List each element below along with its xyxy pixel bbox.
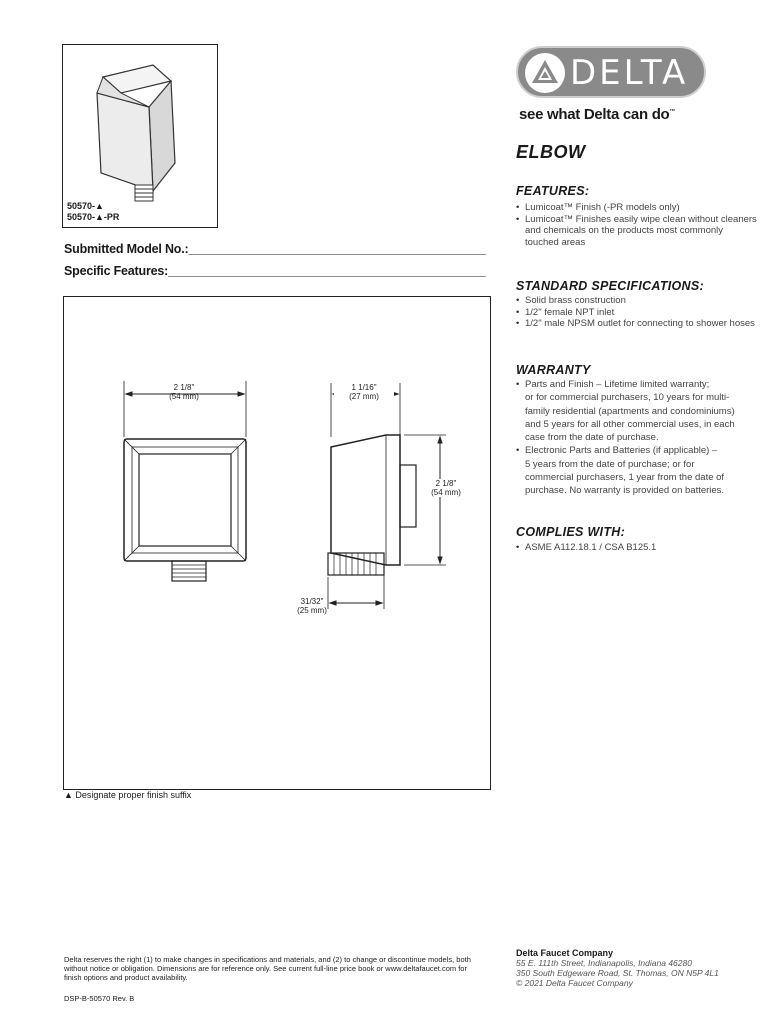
complies-list — [516, 542, 762, 554]
side-height-imperial: 2 1/8" — [435, 479, 457, 488]
finish-suffix-note: ▲ Designate proper finish suffix — [64, 790, 192, 800]
address-line-ca: 350 South Edgeware Road, St. Thomas, ON N5P 4L1 — [516, 968, 719, 978]
feature-item: • Lumicoat™ Finish (-PR models only) — [516, 202, 762, 214]
thread-length-imperial: 31/32" — [300, 597, 324, 606]
warranty-heading: WARRANTY — [516, 363, 591, 377]
spec-item: • 1/2" female NPT inlet — [516, 307, 766, 319]
address-line-us: 55 E. 111th Street, Indianapolis, Indiana 46280 — [516, 958, 692, 968]
side-height-metric: (54 mm) — [431, 488, 461, 497]
front-width-metric: (54 mm) — [169, 392, 199, 401]
side-depth-dimension — [334, 383, 394, 401]
tagline — [519, 106, 675, 123]
disclaimer: Delta reserves the right (1) to make changes in specifications and materials, and (2) to change or discontinue models, both without notice or obligation. Dimensions are for reference only. See current full-line price book or www.deltafaucet.com for finish options and product availability. — [64, 955, 471, 982]
technical-drawing — [64, 297, 490, 789]
features-heading: FEATURES: — [516, 184, 590, 198]
warranty-list — [516, 378, 762, 498]
spec-item: • 1/2" male NPSM outlet for connecting to shower hoses — [516, 318, 766, 330]
delta-logo — [516, 46, 706, 98]
tagline-text: see what Delta can do — [519, 106, 670, 123]
side-depth-imperial: 1 1/16" — [351, 383, 377, 392]
model-number-standard: 50570-▲ — [67, 201, 104, 211]
features-list — [516, 202, 762, 248]
spec-item: • Solid brass construction — [516, 295, 766, 307]
tagline-trademark: ™ — [669, 109, 676, 115]
thread-length-dimension — [288, 597, 336, 615]
model-numbers — [67, 201, 119, 223]
feature-item: • Lumicoat™ Finishes easily wipe clean without cleaners and chemicals on the products most commonly touched areas — [516, 214, 762, 249]
thread-length-metric: (25 mm) — [297, 606, 327, 615]
company-name: Delta Faucet Company — [516, 948, 614, 958]
standard-specs-heading: STANDARD SPECIFICATIONS: — [516, 279, 704, 293]
document-id: DSP-B-50570 Rev. B — [64, 994, 135, 1003]
side-depth-metric: (27 mm) — [349, 392, 379, 401]
product-image-box — [62, 44, 218, 228]
side-height-dimension — [424, 479, 468, 497]
complies-heading: COMPLIES WITH: — [516, 525, 626, 539]
warranty-item: • Parts and Finish – Lifetime limited warranty; or for commercial purchasers, 10 years for multi- family residential (apartments and condominiums) and 5 years for all other commercial uses, in each case from the date of purchase. — [516, 378, 762, 444]
company-address — [516, 958, 719, 988]
specific-features-field: Specific Features:_______________________________________________ — [64, 264, 486, 278]
model-number-pr: 50570-▲-PR — [67, 212, 120, 222]
copyright: © 2021 Delta Faucet Company — [516, 978, 633, 988]
submitted-model-field: Submitted Model No.:____________________________________________ — [64, 242, 486, 256]
delta-triangle-icon — [524, 52, 566, 94]
elbow-product-image — [83, 63, 193, 203]
warranty-item: • Electronic Parts and Batteries (if applicable) – 5 years from the date of purchase; or for commercial purchasers, 1 year from the date of purchase. No warranty is provided on batteries. — [516, 444, 762, 497]
logo-wordmark: DELTA — [570, 53, 689, 93]
front-width-dimension — [154, 383, 214, 401]
complies-item: • ASME A112.18.1 / CSA B125.1 — [516, 542, 762, 554]
standard-specs-list — [516, 295, 766, 330]
front-width-imperial: 2 1/8" — [173, 383, 195, 392]
page-title: ELBOW — [516, 142, 586, 162]
technical-drawing-box — [63, 296, 491, 790]
